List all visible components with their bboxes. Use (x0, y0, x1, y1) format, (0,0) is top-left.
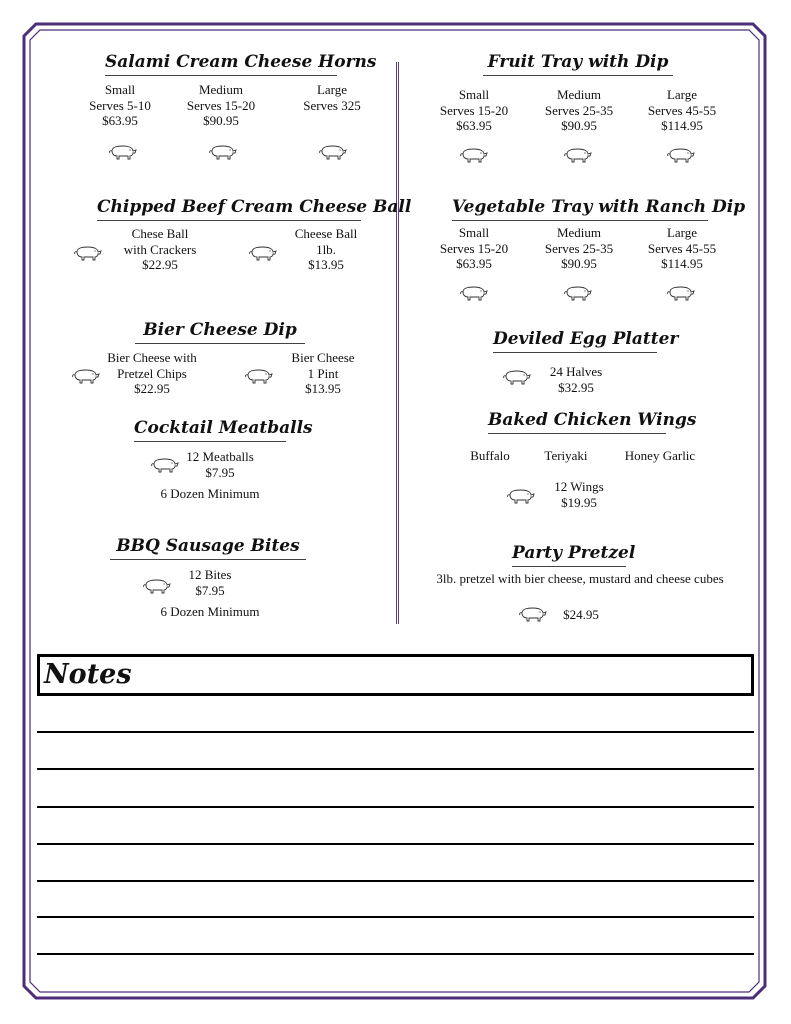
pig-icon (73, 244, 103, 262)
bier-option-2: Bier Cheese 1 Pint $13.95 (291, 350, 355, 396)
salami-large: Large Serves 325 (303, 82, 361, 113)
bier-option-1: Bier Cheese with Pretzel Chips $22.95 (107, 350, 197, 396)
pig-icon (459, 146, 489, 164)
bbq-minimum: 6 Dozen Minimum (160, 604, 260, 619)
pig-icon (459, 284, 489, 302)
pig-icon (318, 143, 348, 161)
fruit-small: Small Serves 15-20 $63.95 (439, 87, 509, 133)
chipped-option-1: Chese Ball with Crackers $22.95 (123, 226, 197, 272)
pig-icon (563, 146, 593, 164)
pig-icon (506, 487, 536, 505)
veg-medium: Medium Serves 25-35 $90.95 (544, 225, 614, 271)
wings-info: 12 Wings $19.95 (554, 479, 604, 510)
vegetable-tray-title: Vegetable Tray with Ranch Dip (452, 197, 708, 221)
egg-info: 24 Halves $32.95 (549, 364, 603, 395)
notes-line[interactable] (37, 843, 754, 845)
salami-small: Small Serves 5-10 $63.95 (89, 82, 151, 128)
notes-line[interactable] (37, 916, 754, 918)
notes-line[interactable] (37, 806, 754, 808)
party-pretzel-title: Party Pretzel (512, 543, 626, 567)
deviled-egg-title: Deviled Egg Platter (493, 329, 657, 353)
pig-icon (248, 244, 278, 262)
pig-icon (666, 284, 696, 302)
chipped-beef-title: Chipped Beef Cream Cheese Ball (97, 197, 361, 221)
pig-icon (208, 143, 238, 161)
pretzel-price: $24.95 (563, 607, 599, 622)
meatballs-info: 12 Meatballs $7.95 (186, 449, 254, 480)
pig-icon (563, 284, 593, 302)
bier-cheese-title: Bier Cheese Dip (135, 320, 305, 344)
chipped-option-2: Cheese Ball 1lb. $13.95 (294, 226, 358, 272)
pig-icon (666, 146, 696, 164)
column-divider (396, 62, 399, 624)
meatballs-title: Cocktail Meatballs (134, 418, 286, 442)
salami-title: Salami Cream Cheese Horns (105, 52, 337, 76)
pig-icon (71, 367, 101, 385)
pig-icon (150, 456, 180, 474)
wing-flavor-teriyaki: Teriyaki (544, 448, 588, 463)
pig-icon (244, 367, 274, 385)
veg-small: Small Serves 15-20 $63.95 (439, 225, 509, 271)
bbq-info: 12 Bites $7.95 (188, 567, 232, 598)
wing-flavor-honey-garlic: Honey Garlic (624, 448, 696, 463)
notes-line[interactable] (37, 731, 754, 733)
notes-line[interactable] (37, 953, 754, 955)
bbq-sausage-title: BBQ Sausage Bites (110, 536, 306, 560)
chicken-wings-title: Baked Chicken Wings (488, 410, 666, 434)
wing-flavor-buffalo: Buffalo (470, 448, 510, 463)
fruit-tray-title: Fruit Tray with Dip (483, 52, 673, 76)
veg-large: Large Serves 45-55 $114.95 (647, 225, 717, 271)
notes-header-box (37, 654, 754, 696)
salami-medium: Medium Serves 15-20 $90.95 (186, 82, 256, 128)
pig-icon (518, 605, 548, 623)
pig-icon (108, 143, 138, 161)
notes-line[interactable] (37, 768, 754, 770)
notes-line[interactable] (37, 880, 754, 882)
pig-icon (502, 368, 532, 386)
meatballs-minimum: 6 Dozen Minimum (160, 486, 260, 501)
fruit-medium: Medium Serves 25-35 $90.95 (544, 87, 614, 133)
pig-icon (142, 577, 172, 595)
pretzel-description: 3lb. pretzel with bier cheese, mustard and cheese cubes (436, 571, 724, 586)
notes-title: Notes (44, 659, 132, 690)
page-frame (22, 22, 767, 1000)
fruit-large: Large Serves 45-55 $114.95 (647, 87, 717, 133)
